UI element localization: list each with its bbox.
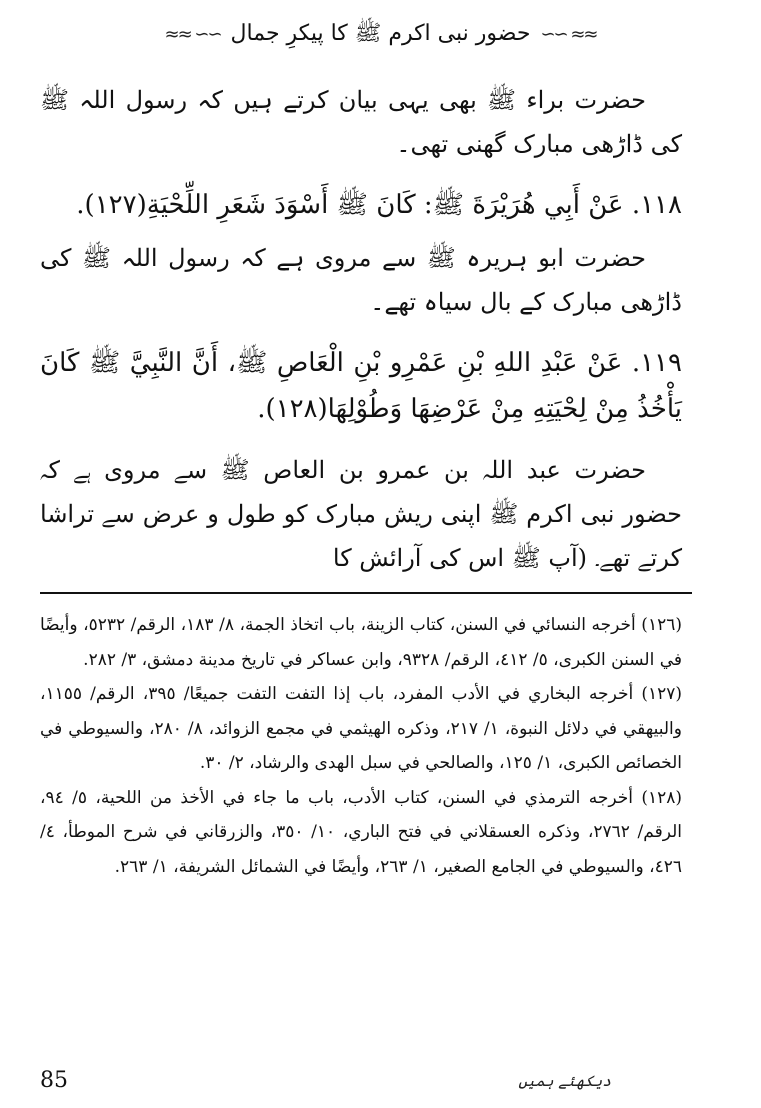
arabic-hadith-119: ١١٩. عَنْ عَبْدِ اللهِ بْنِ عَمْرِو بْنِ الْعَاصِ ﷺ، أَنَّ النَّبِيَّ ﷺ كَانَ يَأْخُذُ مِنْ لِحْيَتِهِ مِنْ عَرْضِهَا وَطُوْلِهَا(١٢٨). [40, 348, 682, 424]
footer-catchword: دیکھئے ہمیں [518, 1072, 611, 1090]
urdu-paragraph-1: حضرت براء ﷺ بھی یہی بیان کرتے ہیں کہ رسول اللہ ﷺ کی ڈاڑھی مبارک گھنی تھی۔ [40, 86, 682, 158]
running-header [0, 14, 761, 54]
urdu-paragraph-2: حضرت ابو ہریرہ ﷺ سے مروی ہے کہ رسول اللہ ﷺ کی ڈاڑھی مبارک کے بال سیاہ تھے۔ [40, 244, 682, 316]
header-title: حضور نبی اکرم ﷺ کا پیکرِ جمال [230, 21, 531, 46]
footnote-128: (١٢٨) أخرجه الترمذي في السنن، كتاب الأدب، باب ما جاء في الأخذ من اللحية، ٥/ ٩٤، الرقم/ ٢٧٦٢، وذكره العسقلاني في فتح الباري، ١٠/ ٣٥٠، والزرقاني في شرح الموطأ، ٤/ ٤٢٦، والسيوطي في الجامع الصغير، ١/ ٢٦٣، وأيضًا في الشمائل الشريفة، ١/ ٢٦٣. [40, 787, 682, 877]
arabic-hadith-118: ١١٨. عَنْ أَبِي هُرَيْرَةَ ﷺ: كَانَ ﷺ أَسْوَدَ شَعَرِ اللِّحْيَةِ(١٢٧). [76, 190, 682, 220]
footnote-126: (١٢٦) أخرجه النسائي في السنن، كتاب الزينة، باب اتخاذ الجمة، ٨/ ١٨٣، الرقم/ ٥٢٣٢، وأيضًا في السنن الكبرى، ٥/ ٤١٢، الرقم/ ٩٣٢٨، وابن عساكر في تاريخ مدينة دمشق، ٣/ ٢٨٢. [40, 615, 682, 670]
header-ornament-right: ∽∽ ≈≈ [540, 23, 597, 45]
page-number: 85 [40, 1068, 68, 1093]
footnotes [40, 608, 682, 884]
header-ornament-left: ≈≈ ∽∽ [164, 23, 221, 45]
footnote-divider [40, 592, 692, 594]
footnote-127: (١٢٧) أخرجه البخاري في الأدب المفرد، باب إذا التفت التفت جميعًا/ ٣٩٥، الرقم/ ١١٥٥، والبيهقي في دلائل النبوة، ١/ ٢١٧، وذكره الهيثمي في مجمع الزوائد، ٨/ ٢٨٠، والسيوطي في الخصائص الكبرى، ١/ ١٢٥، والصالحي في سبل الهدى والرشاد، ٢/ ٣٠. [40, 684, 682, 773]
urdu-paragraph-3: حضرت عبد اللہ بن عمرو بن العاص ﷺ سے مروی ہے کہ حضور نبی اکرم ﷺ اپنی ریش مبارک کو طول و عرض سے تراشا کرتے تھے۔ (آپ ﷺ اس کی آرائش کا [40, 456, 682, 572]
